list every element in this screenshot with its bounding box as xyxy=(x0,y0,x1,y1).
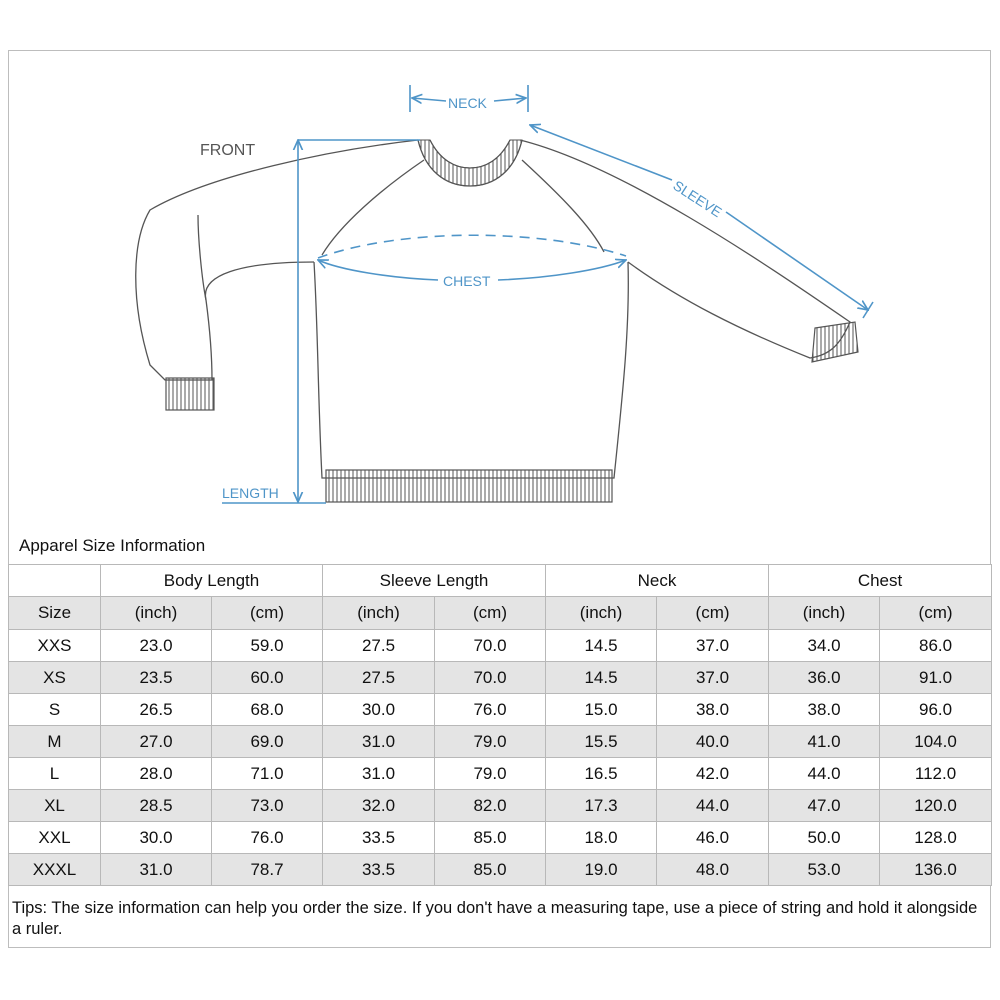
measurement-cell: 91.0 xyxy=(880,662,992,694)
front-label: FRONT xyxy=(200,142,256,159)
size-cell: XXS xyxy=(9,630,101,662)
measurement-cell: 34.0 xyxy=(769,630,880,662)
measurement-cell: 26.5 xyxy=(101,694,212,726)
measurement-cell: 86.0 xyxy=(880,630,992,662)
measurement-cell: 41.0 xyxy=(769,726,880,758)
measurement-cell: 79.0 xyxy=(435,726,546,758)
measurement-cell: 53.0 xyxy=(769,854,880,886)
unit-header: (cm) xyxy=(212,597,323,630)
measurement-cell: 44.0 xyxy=(657,790,769,822)
table-row xyxy=(9,758,992,790)
measurement-cell: 14.5 xyxy=(546,630,657,662)
table-row xyxy=(9,662,992,694)
measurement-cell: 136.0 xyxy=(880,854,992,886)
measurement-cell: 71.0 xyxy=(212,758,323,790)
measurement-cell: 15.0 xyxy=(546,694,657,726)
collar-rib xyxy=(418,140,522,186)
measurement-cell: 42.0 xyxy=(657,758,769,790)
measurement-cell: 14.5 xyxy=(546,662,657,694)
unit-header: (inch) xyxy=(101,597,212,630)
measurement-cell: 30.0 xyxy=(101,822,212,854)
measurement-cell: 50.0 xyxy=(769,822,880,854)
measurement-cell: 59.0 xyxy=(212,630,323,662)
measurement-cell: 31.0 xyxy=(101,854,212,886)
size-rows xyxy=(9,630,992,886)
measurement-cell: 85.0 xyxy=(435,822,546,854)
measurement-cell: 76.0 xyxy=(435,694,546,726)
measurement-cell: 16.5 xyxy=(546,758,657,790)
measurement-cell: 73.0 xyxy=(212,790,323,822)
size-cell: M xyxy=(9,726,101,758)
size-header: Size xyxy=(9,597,101,630)
measurement-cell: 82.0 xyxy=(435,790,546,822)
measurement-cell: 70.0 xyxy=(435,662,546,694)
measurement-cell: 104.0 xyxy=(880,726,992,758)
measurement-cell: 23.0 xyxy=(101,630,212,662)
unit-header: (inch) xyxy=(323,597,435,630)
measurement-cell: 48.0 xyxy=(657,854,769,886)
measurement-cell: 36.0 xyxy=(769,662,880,694)
unit-header-row xyxy=(9,597,992,630)
measurement-cell: 33.5 xyxy=(323,822,435,854)
measurement-cell: 23.5 xyxy=(101,662,212,694)
measurement-cell: 76.0 xyxy=(212,822,323,854)
table-row xyxy=(9,726,992,758)
measurement-cell: 96.0 xyxy=(880,694,992,726)
unit-header: (cm) xyxy=(880,597,992,630)
table-row xyxy=(9,694,992,726)
sweater-outline xyxy=(136,140,850,478)
measurement-cell: 128.0 xyxy=(880,822,992,854)
unit-header: (cm) xyxy=(657,597,769,630)
table-row xyxy=(9,790,992,822)
measurement-cell: 31.0 xyxy=(323,758,435,790)
measurement-cell: 30.0 xyxy=(323,694,435,726)
sleeve-label: SLEEVE xyxy=(670,177,725,221)
neck-label: NECK xyxy=(448,95,487,111)
measurement-cell: 28.0 xyxy=(101,758,212,790)
measurement-cell: 69.0 xyxy=(212,726,323,758)
chest-label: CHEST xyxy=(443,273,491,289)
measurement-cell: 78.7 xyxy=(212,854,323,886)
measurement-cell: 18.0 xyxy=(546,822,657,854)
unit-header: (cm) xyxy=(435,597,546,630)
right-cuff-rib xyxy=(812,322,858,362)
size-cell: L xyxy=(9,758,101,790)
measurement-cell: 27.5 xyxy=(323,630,435,662)
hem-rib xyxy=(326,470,612,502)
measurement-cell: 112.0 xyxy=(880,758,992,790)
group-header-body-length: Body Length xyxy=(101,565,323,597)
group-header-chest: Chest xyxy=(769,565,992,597)
unit-header: (inch) xyxy=(546,597,657,630)
measurement-cell: 44.0 xyxy=(769,758,880,790)
size-cell: XS xyxy=(9,662,101,694)
size-cell: XXL xyxy=(9,822,101,854)
measurement-cell: 32.0 xyxy=(323,790,435,822)
size-cell: S xyxy=(9,694,101,726)
measurement-cell: 38.0 xyxy=(769,694,880,726)
table-row xyxy=(9,822,992,854)
measurement-cell: 28.5 xyxy=(101,790,212,822)
table-title: Apparel Size Information xyxy=(19,536,206,555)
length-label: LENGTH xyxy=(222,485,279,501)
measurement-cell: 27.5 xyxy=(323,662,435,694)
group-header-sleeve-length: Sleeve Length xyxy=(323,565,546,597)
group-header-neck: Neck xyxy=(546,565,769,597)
measurement-cell: 47.0 xyxy=(769,790,880,822)
measurement-cell: 70.0 xyxy=(435,630,546,662)
measurement-cell: 17.3 xyxy=(546,790,657,822)
measurement-cell: 46.0 xyxy=(657,822,769,854)
measurement-cell: 79.0 xyxy=(435,758,546,790)
measurement-cell: 37.0 xyxy=(657,662,769,694)
size-table xyxy=(8,564,992,886)
measurement-cell: 33.5 xyxy=(323,854,435,886)
table-row xyxy=(9,854,992,886)
measurement-cell: 31.0 xyxy=(323,726,435,758)
measurement-cell: 38.0 xyxy=(657,694,769,726)
size-cell: XL xyxy=(9,790,101,822)
measurement-cell: 19.0 xyxy=(546,854,657,886)
left-cuff-rib xyxy=(166,378,214,410)
tips-text: Tips: The size information can help you order the size. If you don't have a measuring tape, use a piece of string and hold it alongside a ruler. xyxy=(12,899,978,938)
size-cell: XXXL xyxy=(9,854,101,886)
group-header-row xyxy=(9,565,992,597)
measurement-cell: 60.0 xyxy=(212,662,323,694)
measurement-cell: 68.0 xyxy=(212,694,323,726)
measurement-cell: 85.0 xyxy=(435,854,546,886)
measurement-cell: 27.0 xyxy=(101,726,212,758)
measurement-cell: 37.0 xyxy=(657,630,769,662)
measurement-cell: 15.5 xyxy=(546,726,657,758)
measurement-cell: 40.0 xyxy=(657,726,769,758)
table-row xyxy=(9,630,992,662)
measurement-cell: 120.0 xyxy=(880,790,992,822)
corner-cell xyxy=(9,565,101,597)
unit-header: (inch) xyxy=(769,597,880,630)
